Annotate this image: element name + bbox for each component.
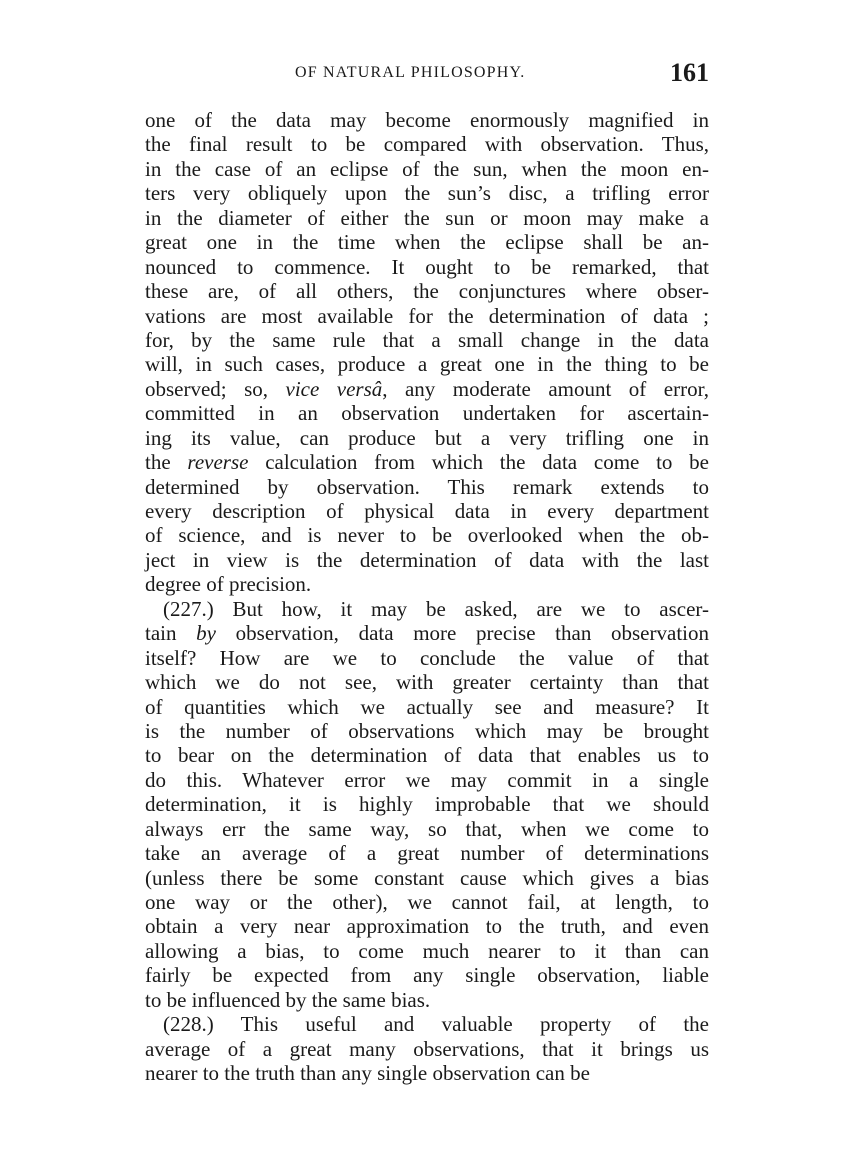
italic-phrase: vice versâ (285, 376, 383, 401)
text-line: the final result to be compared with observation. Thus, (145, 132, 709, 157)
italic-phrase: by (196, 621, 216, 646)
text-line: itself? How are we to conclude the value of that (145, 645, 709, 670)
text-line: (228.) This useful and valuable property of the (163, 1012, 709, 1037)
text-line: in the case of an eclipse of the sun, when the moon en- (145, 156, 709, 181)
text-line: (227.) But how, it may be asked, are we to ascer- (163, 596, 709, 621)
text-line: fairly be expected from any single observation, liable (145, 963, 709, 988)
text-line: do this. Whatever error we may commit in a single (145, 767, 709, 792)
text-line: ing its value, can produce but a very trifling one in (145, 425, 709, 450)
text-line: allowing a bias, to come much nearer to it than can (145, 938, 709, 963)
text-line: of quantities which we actually see and measure? It (145, 694, 709, 719)
text-line: one of the data may become enormously magnified in (145, 108, 709, 132)
text-line: always err the same way, so that, when we come to (145, 816, 709, 841)
text-line: determination, it is highly improbable that we should (145, 792, 709, 817)
text-line: tain by observation, data more precise than observation (145, 621, 709, 646)
text-line: nounced to commence. It ought to be remarked, that (145, 254, 709, 279)
text-line: determined by observation. This remark extends to (145, 474, 709, 499)
text-line: is the number of observations which may be brought (145, 718, 709, 743)
text-line: to bear on the determination of data that enables us to (145, 743, 709, 768)
text-line: (unless there be some constant cause which gives a bias (145, 865, 709, 890)
text-line: in the diameter of either the sun or moon may make a (145, 205, 709, 230)
text-line: which we do not see, with greater certainty than that (145, 670, 709, 695)
text-line: nearer to the truth than any single observation can be (145, 1061, 590, 1086)
text-line: ters very obliquely upon the sun’s disc, a trifling error (145, 181, 709, 206)
text-line: to be influenced by the same bias. (145, 987, 431, 1012)
text-line: observed; so, vice versâ, any moderate amount of error, (145, 376, 709, 401)
running-title: OF NATURAL PHILOSOPHY. (295, 64, 526, 81)
body-text (145, 108, 709, 1086)
text-line: average of a great many observations, that it brings us (145, 1036, 709, 1061)
text-line: committed in an observation undertaken for ascertain- (145, 401, 709, 426)
text-line: every description of physical data in every department (145, 499, 709, 523)
text-line: one way or the other), we cannot fail, at length, to (145, 890, 709, 914)
text-line: will, in such cases, produce a great one in the thing to be (145, 352, 709, 377)
text-line: great one in the time when the eclipse shall be an- (145, 230, 709, 255)
text-line: for, by the same rule that a small change in the data (145, 327, 709, 352)
text-line: ject in view is the determination of data with the last (145, 547, 709, 572)
text-line: degree of precision. (145, 572, 312, 597)
text-line: take an average of a great number of determinations (145, 841, 709, 866)
text-line: vations are most available for the determination of data ; (145, 303, 709, 328)
page-number: 161 (670, 58, 709, 87)
running-head (145, 58, 709, 92)
text-line: these are, of all others, the conjunctures where obser- (145, 279, 709, 304)
text-line: the reverse calculation from which the data come to be (145, 450, 710, 475)
italic-phrase: reverse (187, 450, 249, 475)
text-line: of science, and is never to be overlooked when the ob- (145, 523, 709, 548)
text-line: obtain a very near approximation to the truth, and even (145, 914, 709, 939)
